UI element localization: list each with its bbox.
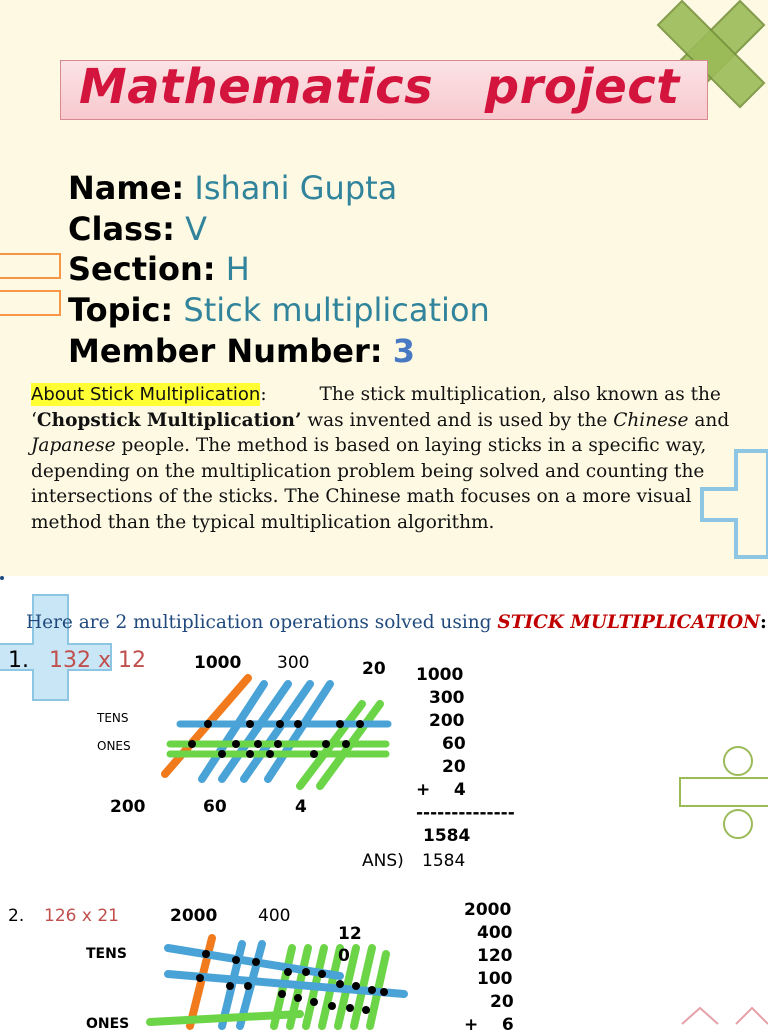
info-topic-row bbox=[68, 290, 490, 330]
about-bold-term: Chopstick Multiplication’ bbox=[36, 409, 302, 431]
info-section-label: Section: bbox=[68, 250, 216, 288]
equals-sign-icon bbox=[0, 254, 60, 315]
p1-answer-label: ANS) bbox=[362, 851, 404, 871]
about-heading: About Stick Multiplication bbox=[31, 384, 261, 405]
p1-row-label-ones: ONES bbox=[97, 739, 131, 753]
p1-top-label-20: 20 bbox=[362, 659, 386, 679]
info-topic-label: Topic: bbox=[68, 291, 174, 329]
p1-row-label-tens: TENS bbox=[97, 711, 129, 725]
p2-sum-line: 400 bbox=[477, 923, 513, 943]
info-name-row bbox=[68, 168, 397, 208]
about-paragraph bbox=[31, 382, 736, 535]
p1-total: 1584 bbox=[423, 826, 471, 846]
info-class-label: Class: bbox=[68, 210, 175, 248]
problem-1-expression: 132 x 12 bbox=[49, 648, 146, 673]
info-section-row bbox=[68, 249, 250, 289]
bullet-dot bbox=[0, 576, 4, 580]
about-text-1: The stick multiplication, also known as the ‘ bbox=[31, 384, 721, 431]
about-colon: : bbox=[260, 384, 267, 405]
p1-sum-line: 60 bbox=[442, 734, 466, 754]
p1-bottom-label-4: 4 bbox=[295, 797, 307, 817]
stick-diagram-2 bbox=[150, 938, 404, 1026]
info-class-value: V bbox=[185, 210, 207, 248]
info-class-row bbox=[68, 209, 207, 249]
intro-emphasis: STICK MULTIPLICATION bbox=[497, 612, 761, 633]
p2-sum-line: + 6 bbox=[464, 1015, 514, 1035]
slide-2 bbox=[0, 576, 768, 1035]
pink-shape-icon bbox=[682, 1008, 768, 1024]
p1-top-label-1000: 1000 bbox=[194, 653, 242, 673]
p2-row-label-ones: ONES bbox=[86, 1016, 130, 1032]
intro-colon: : bbox=[760, 612, 767, 633]
problem-2-expression: 126 x 21 bbox=[44, 906, 119, 926]
p1-top-label-300: 300 bbox=[277, 653, 310, 673]
p2-top-label-400: 400 bbox=[258, 906, 291, 926]
info-member-label: Member Number: bbox=[68, 332, 383, 370]
p1-separator: -------------- bbox=[416, 803, 515, 823]
about-text-4: people. The method is based on laying sticks in a specific way, depending on the multiplication problem being solved and counting the intersections of the sticks. The Chinese math focuses on a more visual method than the typical multiplication algorithm. bbox=[31, 435, 707, 533]
info-member-row bbox=[68, 331, 415, 371]
info-section-value: H bbox=[225, 250, 250, 288]
about-text-3: and bbox=[688, 409, 730, 431]
intro-text: Here are 2 multiplication operations solved using bbox=[26, 612, 498, 633]
p1-sum-line: 300 bbox=[429, 688, 465, 708]
p1-bottom-label-60: 60 bbox=[203, 797, 227, 817]
problem-2-number: 2. bbox=[8, 906, 25, 926]
p1-answer-value: 1584 bbox=[422, 851, 466, 871]
p2-top-label-12: 12 bbox=[338, 924, 362, 944]
p2-sum-line: 2000 bbox=[464, 900, 512, 920]
stick-diagram-1 bbox=[165, 678, 388, 786]
info-topic-value: Stick multiplication bbox=[183, 291, 490, 329]
p2-top-label-0: 0 bbox=[338, 946, 350, 966]
about-text-2: was invented and is used by the bbox=[301, 409, 614, 431]
p1-bottom-label-200: 200 bbox=[110, 797, 146, 817]
p2-sum-line: 100 bbox=[477, 969, 513, 989]
p1-sum-line: + 4 bbox=[416, 780, 466, 800]
about-japanese: Japanese bbox=[31, 435, 116, 456]
info-name-value: Ishani Gupta bbox=[194, 169, 398, 207]
about-chinese: Chinese bbox=[613, 409, 689, 431]
p2-sum-line: 120 bbox=[477, 946, 513, 966]
p1-sum-line: 1000 bbox=[416, 665, 464, 685]
intro-line bbox=[26, 612, 767, 633]
info-name-label: Name: bbox=[68, 169, 185, 207]
page-title: Mathematics project bbox=[79, 59, 680, 115]
p1-sum-line: 20 bbox=[442, 757, 466, 777]
info-member-value: 3 bbox=[392, 332, 415, 370]
p2-top-label-2000: 2000 bbox=[170, 906, 218, 926]
divide-sign-icon bbox=[680, 747, 768, 838]
title-banner bbox=[60, 60, 708, 120]
p1-sum-line: 200 bbox=[429, 711, 465, 731]
p2-row-label-tens: TENS bbox=[86, 946, 127, 962]
problem-1-number: 1. bbox=[8, 648, 29, 673]
p2-sum-line: 20 bbox=[490, 992, 514, 1012]
